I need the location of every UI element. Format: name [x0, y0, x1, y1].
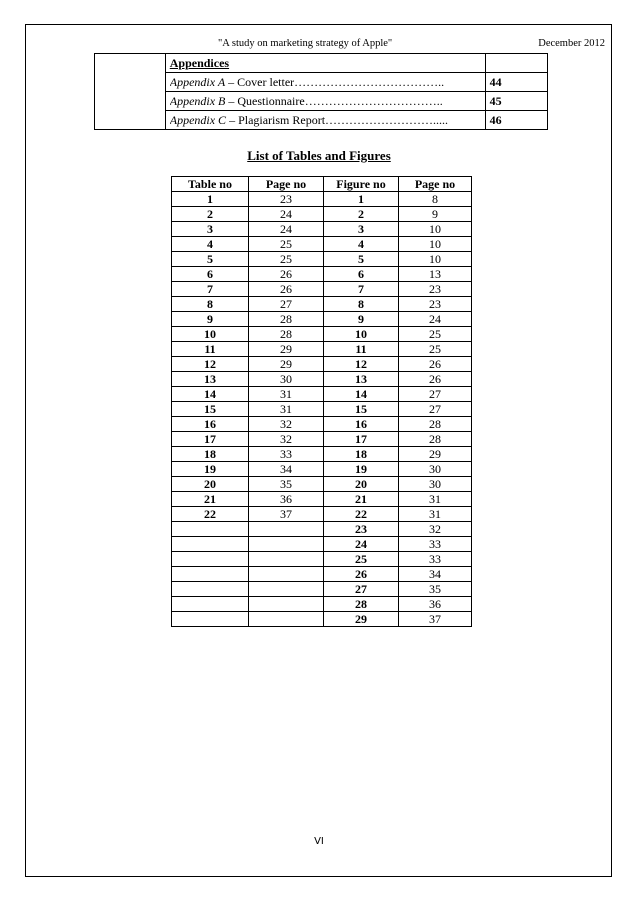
document-title: "A study on marketing strategy of Apple" [218, 38, 393, 49]
figure-page-cell: 33 [399, 537, 472, 552]
table-page-cell [249, 582, 324, 597]
table-no-cell: 4 [172, 237, 249, 252]
appendix-entry [165, 111, 485, 130]
table-row [172, 537, 472, 552]
table-no-cell: 6 [172, 267, 249, 282]
table-page-cell [249, 537, 324, 552]
appendices-heading-cell [165, 54, 485, 73]
appendix-a-text: – Cover letter……………………………….. [225, 75, 445, 89]
table-page-cell: 28 [249, 327, 324, 342]
figure-page-cell: 25 [399, 327, 472, 342]
table-row [172, 312, 472, 327]
table-row [172, 252, 472, 267]
table-page-cell: 35 [249, 477, 324, 492]
figure-page-cell: 10 [399, 222, 472, 237]
figure-no-cell: 16 [324, 417, 399, 432]
table-no-cell [172, 552, 249, 567]
page-number: VI [314, 836, 324, 847]
table-no-cell: 9 [172, 312, 249, 327]
table-row [172, 597, 472, 612]
table-row [172, 612, 472, 627]
figure-page-cell: 9 [399, 207, 472, 222]
figure-page-cell: 23 [399, 297, 472, 312]
figure-page-cell: 34 [399, 567, 472, 582]
table-row [172, 462, 472, 477]
appendix-a-line [170, 73, 481, 91]
table-page-cell: 31 [249, 387, 324, 402]
header-page-no: Page no [249, 177, 324, 192]
table-no-cell: 1 [172, 192, 249, 207]
appendix-a-page: 44 [485, 73, 547, 92]
figure-no-cell: 25 [324, 552, 399, 567]
appendix-b-line [170, 92, 481, 110]
table-row [172, 357, 472, 372]
table-no-cell: 11 [172, 342, 249, 357]
figure-page-cell: 33 [399, 552, 472, 567]
figure-page-cell: 35 [399, 582, 472, 597]
table-row [172, 207, 472, 222]
table-page-cell: 32 [249, 432, 324, 447]
figure-no-cell: 3 [324, 222, 399, 237]
table-page-cell: 28 [249, 312, 324, 327]
figure-page-cell: 37 [399, 612, 472, 627]
figure-page-cell: 28 [399, 417, 472, 432]
table-row [172, 492, 472, 507]
table-body [172, 192, 472, 627]
table-row [172, 447, 472, 462]
figure-page-cell: 24 [399, 312, 472, 327]
table-no-cell: 8 [172, 297, 249, 312]
table-no-cell: 10 [172, 327, 249, 342]
appendix-b-text: – Questionnaire…………………………….. [225, 94, 443, 108]
figure-page-cell: 26 [399, 357, 472, 372]
table-row [172, 267, 472, 282]
table-page-cell: 29 [249, 342, 324, 357]
appendix-b-label: Appendix B [169, 94, 226, 108]
table-row [172, 237, 472, 252]
header-table-no: Table no [172, 177, 249, 192]
table-page-cell: 33 [249, 447, 324, 462]
figure-page-cell: 31 [399, 492, 472, 507]
figure-page-cell: 27 [399, 387, 472, 402]
table-page-cell [249, 612, 324, 627]
figure-no-cell: 9 [324, 312, 399, 327]
figure-page-cell: 10 [399, 252, 472, 267]
table-no-cell: 18 [172, 447, 249, 462]
figure-page-cell: 25 [399, 342, 472, 357]
table-no-cell: 20 [172, 477, 249, 492]
figure-no-cell: 6 [324, 267, 399, 282]
header-figure-page-no: Page no [399, 177, 472, 192]
table-page-cell: 31 [249, 402, 324, 417]
table-page-cell: 34 [249, 462, 324, 477]
appendices-heading-row [95, 54, 548, 73]
appendices-blank-cell [95, 54, 166, 130]
table-no-cell [172, 567, 249, 582]
appendix-a-label: Appendix A [169, 75, 226, 89]
appendix-entry [165, 73, 485, 92]
figure-no-cell: 12 [324, 357, 399, 372]
figure-no-cell: 17 [324, 432, 399, 447]
table-no-cell: 15 [172, 402, 249, 417]
figure-no-cell: 13 [324, 372, 399, 387]
figure-no-cell: 28 [324, 597, 399, 612]
table-row [172, 432, 472, 447]
table-page-cell: 23 [249, 192, 324, 207]
table-page-cell: 25 [249, 237, 324, 252]
table-page-cell [249, 567, 324, 582]
table-page-cell: 27 [249, 297, 324, 312]
table-row [172, 222, 472, 237]
appendices-heading: Appendices [169, 56, 230, 70]
tables-figures-table [171, 176, 472, 627]
table-page-cell [249, 522, 324, 537]
appendices-heading-page-cell [485, 54, 547, 73]
table-row [172, 342, 472, 357]
table-no-cell: 2 [172, 207, 249, 222]
table-row [172, 282, 472, 297]
table-row [172, 417, 472, 432]
appendices-table [94, 53, 548, 130]
figure-no-cell: 19 [324, 462, 399, 477]
table-no-cell: 14 [172, 387, 249, 402]
figure-no-cell: 5 [324, 252, 399, 267]
table-row [172, 402, 472, 417]
table-page-cell: 24 [249, 207, 324, 222]
figure-page-cell: 36 [399, 597, 472, 612]
figure-no-cell: 10 [324, 327, 399, 342]
table-no-cell: 17 [172, 432, 249, 447]
figure-no-cell: 2 [324, 207, 399, 222]
table-no-cell: 12 [172, 357, 249, 372]
table-row [172, 297, 472, 312]
figure-page-cell: 30 [399, 462, 472, 477]
table-page-cell: 36 [249, 492, 324, 507]
table-no-cell [172, 522, 249, 537]
table-no-cell: 7 [172, 282, 249, 297]
table-no-cell [172, 597, 249, 612]
figure-page-cell: 30 [399, 477, 472, 492]
table-page-cell: 37 [249, 507, 324, 522]
table-page-cell: 26 [249, 282, 324, 297]
table-no-cell: 16 [172, 417, 249, 432]
table-page-cell: 32 [249, 417, 324, 432]
figure-page-cell: 10 [399, 237, 472, 252]
figure-page-cell: 31 [399, 507, 472, 522]
table-no-cell [172, 612, 249, 627]
appendix-b-page: 45 [485, 92, 547, 111]
figure-no-cell: 26 [324, 567, 399, 582]
appendix-c-line [170, 111, 481, 129]
table-page-cell: 25 [249, 252, 324, 267]
table-page-cell [249, 597, 324, 612]
figure-page-cell: 27 [399, 402, 472, 417]
figure-no-cell: 8 [324, 297, 399, 312]
figure-page-cell: 13 [399, 267, 472, 282]
figure-page-cell: 28 [399, 432, 472, 447]
table-page-cell: 26 [249, 267, 324, 282]
table-page-cell [249, 552, 324, 567]
figure-no-cell: 18 [324, 447, 399, 462]
figure-page-cell: 32 [399, 522, 472, 537]
figure-no-cell: 29 [324, 612, 399, 627]
table-row [172, 372, 472, 387]
appendix-c-text: – Plagiarism Report………………………..... [226, 113, 449, 127]
table-row [172, 552, 472, 567]
table-row [172, 582, 472, 597]
figure-no-cell: 7 [324, 282, 399, 297]
table-no-cell [172, 582, 249, 597]
table-page-cell: 24 [249, 222, 324, 237]
figure-page-cell: 8 [399, 192, 472, 207]
table-row [172, 387, 472, 402]
table-row [172, 192, 472, 207]
table-row [172, 567, 472, 582]
table-no-cell: 22 [172, 507, 249, 522]
appendix-c-page: 46 [485, 111, 547, 130]
header-figure-no: Figure no [324, 177, 399, 192]
figure-no-cell: 20 [324, 477, 399, 492]
figure-page-cell: 26 [399, 372, 472, 387]
table-no-cell: 13 [172, 372, 249, 387]
table-row [172, 507, 472, 522]
table-no-cell: 3 [172, 222, 249, 237]
figure-no-cell: 21 [324, 492, 399, 507]
figure-no-cell: 14 [324, 387, 399, 402]
list-title: List of Tables and Figures [247, 148, 391, 163]
table-header-row [172, 177, 472, 192]
table-no-cell: 21 [172, 492, 249, 507]
figure-page-cell: 29 [399, 447, 472, 462]
figure-no-cell: 4 [324, 237, 399, 252]
figure-no-cell: 11 [324, 342, 399, 357]
appendix-c-label: Appendix C [169, 113, 227, 127]
table-row [172, 522, 472, 537]
table-no-cell: 19 [172, 462, 249, 477]
figure-no-cell: 23 [324, 522, 399, 537]
figure-no-cell: 22 [324, 507, 399, 522]
table-row [172, 477, 472, 492]
appendix-entry [165, 92, 485, 111]
table-no-cell [172, 537, 249, 552]
figure-no-cell: 24 [324, 537, 399, 552]
figure-page-cell: 23 [399, 282, 472, 297]
figure-no-cell: 27 [324, 582, 399, 597]
figure-no-cell: 1 [324, 192, 399, 207]
table-no-cell: 5 [172, 252, 249, 267]
figure-no-cell: 15 [324, 402, 399, 417]
table-row [172, 327, 472, 342]
document-date: December 2012 [538, 38, 605, 49]
table-page-cell: 30 [249, 372, 324, 387]
table-page-cell: 29 [249, 357, 324, 372]
